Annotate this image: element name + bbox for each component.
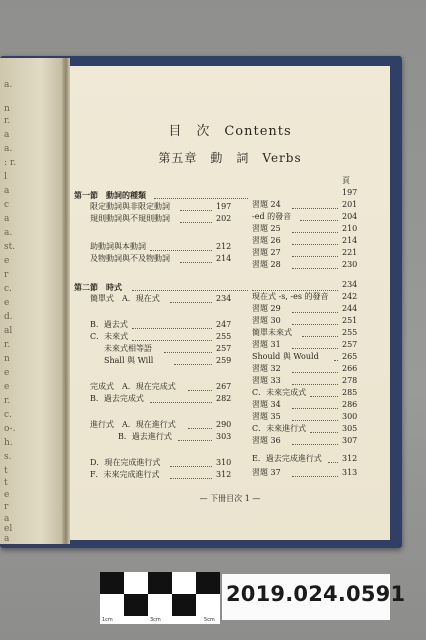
toc-entry-page: 265 [342,352,358,361]
page-title: 目 次 Contents [168,124,292,139]
toc-entry-label: 現在式 -s, -es 的發音 [252,292,329,301]
toc-entry-label: 習題 29 [252,304,281,313]
toc-entry-page: 197 [342,188,358,197]
toc-entry-label: 習題 25 [252,224,281,233]
toc-entry-label: C．未來完成式 [252,388,307,397]
toc-entry-page: 313 [342,468,358,477]
catalog-number: 2019.024.0591 [226,582,406,606]
toc-entry-label: 習題 24 [252,200,281,209]
toc-entry-label: 習題 36 [252,436,281,445]
toc-entry-label: Shall 與 Will [104,356,154,365]
toc-entry-page: 259 [216,356,232,365]
toc-entry-label: 簡單未來式 [252,328,292,337]
ruler-label: 1cm [102,617,113,623]
toc-entry-page: 282 [216,394,232,403]
toc-entry-label: 習題 30 [252,316,281,325]
toc-entry-page: 303 [216,432,232,441]
toc-entry-page: 210 [342,224,358,233]
toc-entry-page: 204 [342,212,358,221]
toc-entry-page: 214 [342,236,358,245]
color-calibration-card [100,572,220,616]
toc-entry-page: 266 [342,364,358,373]
toc-entry-label: F．未來完成進行式 [90,470,160,479]
toc-entry-label: -ed 的發音 [252,212,292,221]
toc-entry-page: 257 [342,340,358,349]
toc-entry-page: 278 [342,376,358,385]
toc-entry-page: 202 [216,214,232,223]
toc-entry-page: 312 [342,454,358,463]
toc-entry-label: C．未來式 [90,332,129,341]
toc-entry-page: 251 [342,316,358,325]
toc-entry-page: 242 [342,292,358,301]
toc-entry-label: 完成式 A．現在完成式 [90,382,176,391]
toc-entry-page: 267 [216,382,232,391]
toc-entry-label: 習題 31 [252,340,281,349]
toc-entry-label: B．過去式 [90,320,128,329]
chapter-heading: 第五章 動 詞 Verbs [158,151,302,165]
toc-entry-page: 255 [342,328,358,337]
toc-entry-label: 習題 28 [252,260,281,269]
ruler-label: 5cm [204,617,215,623]
toc-entry-page: 300 [342,412,358,421]
toc-entry-label: D．現在完成進行式 [90,458,161,467]
toc-entry-page: 212 [216,242,232,251]
toc-entry-page: 285 [342,388,358,397]
toc-entry-label: B．過去進行式 [118,432,172,441]
toc-entry-label: 規則動詞與不規則動詞 [90,214,170,223]
toc-entry-label: C．未來進行式 [252,424,307,433]
toc-entry-label: 習題 34 [252,400,281,409]
toc-entry-label: 習題 35 [252,412,281,421]
toc-entry-page: 221 [342,248,358,257]
section-heading: 第一節 動詞的種類 [74,190,146,200]
toc-entry-label: 進行式 A．現在進行式 [90,420,176,429]
toc-entry-label: 簡單式 A．現在式 [90,294,160,303]
toc-entry-page: 305 [342,424,358,433]
toc-entry-label: 習題 37 [252,468,281,477]
toc-entry-label: 習題 27 [252,248,281,257]
toc-entry-page: 201 [342,200,358,209]
scale-ruler [100,616,220,624]
section-heading: 第二節 時式 [74,282,122,292]
ruler-label: 3cm [150,617,161,623]
toc-entry-label: 習題 26 [252,236,281,245]
toc-entry-label: 限定動詞與非限定動詞 [90,202,170,211]
toc-entry-page: 286 [342,400,358,409]
toc-entry-page: 234 [342,280,358,289]
page-column-header: 頁 [342,176,350,185]
toc-entry-label: 習題 33 [252,376,281,385]
toc-entry-page: 230 [342,260,358,269]
toc-entry-label: 習題 32 [252,364,281,373]
toc-entry-page: 257 [216,344,232,353]
left-page-text: a. n r. a a. : r. l a c a a. st. e r c. e d. al r. n e e r. c. o-. h. s. t t e r a el a [4,80,17,544]
toc-entry-label: 及物動詞與不及物動詞 [90,254,170,263]
toc-entry-label: 未來式相等語 [104,344,152,353]
toc-entry-page: 234 [216,294,232,303]
toc-entry-page: 307 [342,436,358,445]
toc-entry-label: E．過去完成進行式 [252,454,322,463]
toc-entry-page: 214 [216,254,232,263]
toc-entry-label: Should 與 Would [252,352,319,361]
toc-entry-page: 312 [216,470,232,479]
toc-entry-page: 197 [216,202,232,211]
toc-entry-page: 290 [216,420,232,429]
toc-entry-label: 助動詞與本動詞 [90,242,146,251]
contents-page [70,66,390,540]
toc-entry-label: B．過去完成式 [90,394,144,403]
toc-entry-page: 244 [342,304,358,313]
toc-entry-page: 310 [216,458,232,467]
toc-entry-page: 247 [216,320,232,329]
page-footer: — 下冊目次 1 — [199,494,261,503]
toc-entry-page: 255 [216,332,232,341]
